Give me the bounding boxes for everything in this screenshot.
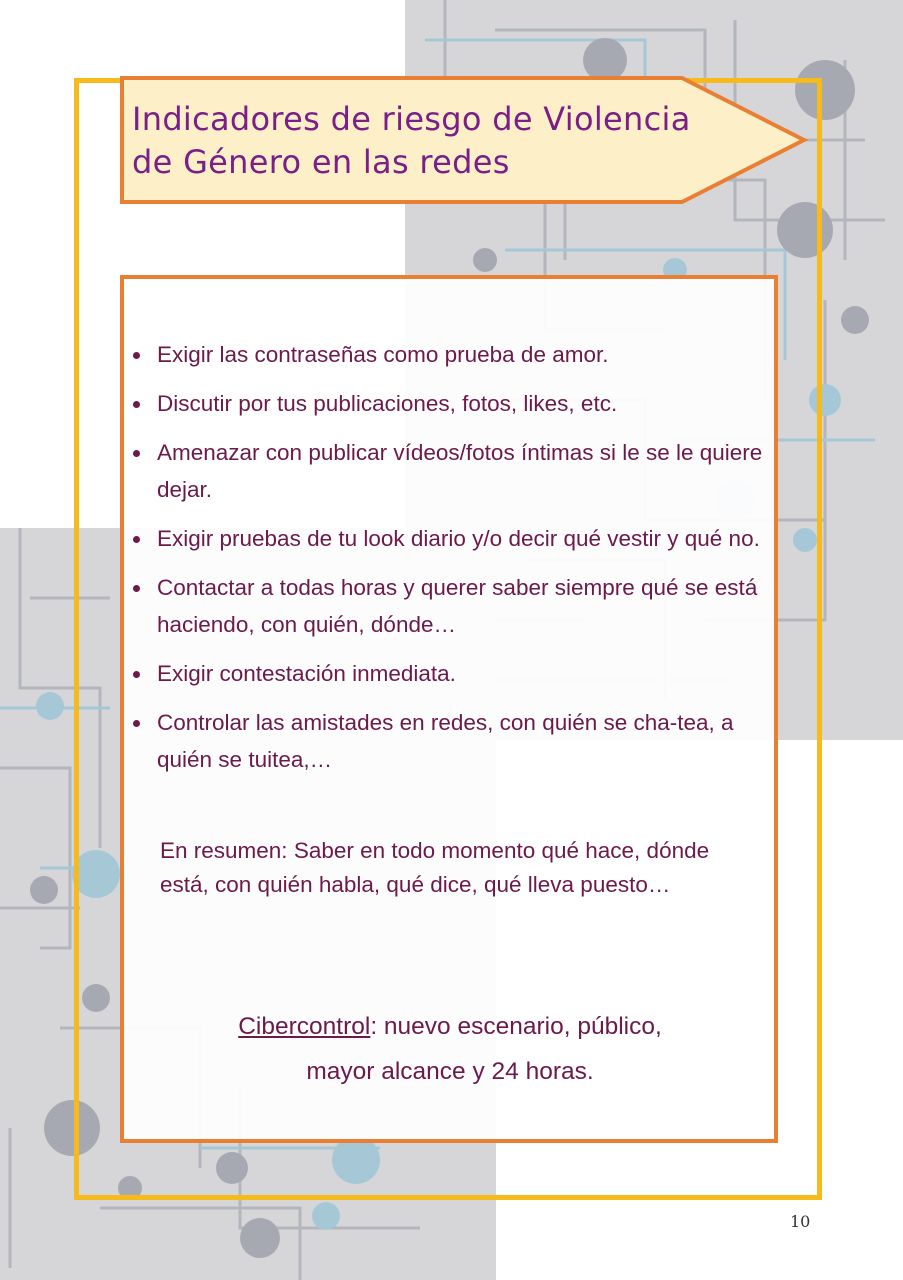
list-item: Amenazar con publicar vídeos/fotos íntimas si le se le quiere dejar. <box>130 434 770 508</box>
bullet-icon <box>133 536 140 543</box>
page-number: 10 <box>790 1212 811 1231</box>
bullet-icon <box>133 671 140 678</box>
summary-paragraph: En resumen: Saber en todo momento qué hace, dónde está, con quién habla, qué dice, qué lleva puesto… <box>160 838 710 897</box>
list-item: Exigir contestación inmediata. <box>130 655 770 692</box>
list-item: Exigir las contraseñas como prueba de amor. <box>130 336 770 373</box>
list-item: Discutir por tus publicaciones, fotos, likes, etc. <box>130 385 770 422</box>
closing-statement <box>130 1004 770 1094</box>
page-title: Indicadores de riesgo de Violencia de Género en las redes <box>132 100 691 181</box>
bullet-icon <box>133 720 140 727</box>
list-item: Exigir pruebas de tu look diario y/o decir qué vestir y qué no. <box>130 520 770 557</box>
list-item: Contactar a todas horas y querer saber siempre qué se está haciendo, con quién, dónde… <box>130 569 770 643</box>
cibercontrol-term: Cibercontrol <box>238 1013 371 1040</box>
list-item: Controlar las amistades en redes, con quién se cha-tea, a quién se tuitea,… <box>130 704 770 778</box>
closing-line-1: Cibercontrol: nuevo escenario, público, <box>238 1013 662 1040</box>
bullet-icon <box>133 401 140 408</box>
bullet-icon <box>133 352 140 359</box>
closing-line-2: mayor alcance y 24 horas. <box>306 1058 594 1085</box>
bullet-icon <box>133 450 140 457</box>
risk-indicator-list <box>130 336 770 790</box>
bullet-icon <box>133 585 140 592</box>
